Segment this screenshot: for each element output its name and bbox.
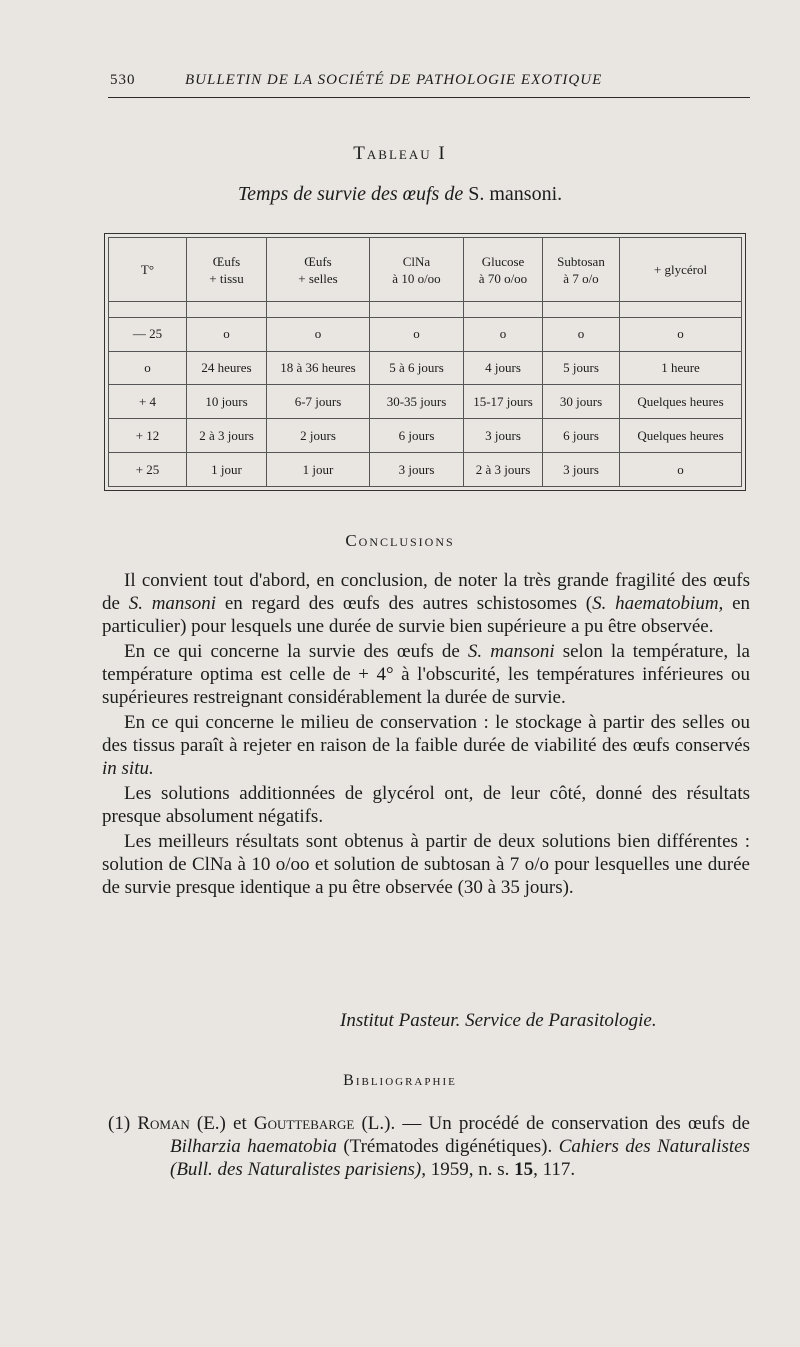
institution-signature: Institut Pasteur. Service de Parasitologie.: [340, 1010, 657, 1031]
paragraph: En ce qui concerne le milieu de conservation : le stockage à partir des selles ou des tissus paraît à rejeter en raison de la faible durée de viabilité des œufs conservés in situ.: [102, 712, 750, 779]
table-header-row: [109, 238, 742, 302]
table-cell: 2 à 3 jours: [464, 453, 543, 487]
table-cell: 1 jour: [267, 453, 370, 487]
table-cell: 6 jours: [370, 419, 464, 453]
table-cell: o: [187, 317, 267, 351]
table-cell: o: [620, 453, 742, 487]
table-cell: o: [267, 317, 370, 351]
table-cell: o: [543, 317, 620, 351]
table-row: [109, 453, 742, 487]
header-eggs-stool: Œufs + selles: [267, 238, 370, 302]
journal-title: BULLETIN DE LA SOCIÉTÉ DE PATHOLOGIE EXOTIQUE: [185, 72, 603, 88]
caption-species: S. mansoni.: [468, 183, 563, 205]
table-cell: 5 jours: [543, 351, 620, 385]
table-cell: 30 jours: [543, 385, 620, 419]
table-cell: 1 heure: [620, 351, 742, 385]
page-number: 530: [110, 72, 136, 88]
table-cell: 2 jours: [267, 419, 370, 453]
table-cell: 30-35 jours: [370, 385, 464, 419]
header-eggs-tissue: Œufs + tissu: [187, 238, 267, 302]
table-cell: o: [370, 317, 464, 351]
table-cell: 6-7 jours: [267, 385, 370, 419]
table-row: [109, 419, 742, 453]
table-cell: o: [464, 317, 543, 351]
table-row: [109, 385, 742, 419]
table-row: [109, 351, 742, 385]
table-cell: 18 à 36 heures: [267, 351, 370, 385]
table-cell: 3 jours: [543, 453, 620, 487]
table-cell: o: [109, 351, 187, 385]
table-cell: 5 à 6 jours: [370, 351, 464, 385]
table-cell: 6 jours: [543, 419, 620, 453]
paragraph: Les solutions additionnées de glycérol ont, de leur côté, donné des résultats presque absolument négatifs.: [102, 783, 750, 827]
table-cell: 10 jours: [187, 385, 267, 419]
table-cell: + 25: [109, 453, 187, 487]
table-cell: 1 jour: [187, 453, 267, 487]
table-cell: o: [620, 317, 742, 351]
table-cell: 3 jours: [464, 419, 543, 453]
conclusions-body: [102, 569, 750, 901]
table-cell: 4 jours: [464, 351, 543, 385]
bibliography: [108, 1112, 750, 1181]
caption-prefix: Temps de survie des œufs de: [237, 183, 464, 205]
table-cell: — 25: [109, 317, 187, 351]
table-title: Tableau I: [353, 143, 447, 164]
table-cell: 2 à 3 jours: [187, 419, 267, 453]
header-subtosan: Subtosan à 7 o/o: [543, 238, 620, 302]
survival-table: [108, 237, 742, 487]
table-cell: Quelques heures: [620, 419, 742, 453]
survival-table-frame: [104, 233, 746, 491]
header-clna: ClNa à 10 o/oo: [370, 238, 464, 302]
table-cell: 15-17 jours: [464, 385, 543, 419]
bibliography-entry: (1) Roman (E.) et Gouttebarge (L.). — Un procédé de conservation des œufs de Bilharzia haematobia (Trématodes digénétiques). Cahiers des Naturalistes (Bull. des Naturalistes parisiens), 1959, n. s. 15, 117.: [108, 1113, 750, 1180]
conclusions-heading: Conclusions: [345, 531, 455, 550]
header-glycerol: + glycérol: [620, 238, 742, 302]
table-cell: 24 heures: [187, 351, 267, 385]
paragraph: Les meilleurs résultats sont obtenus à partir de deux solutions bien différentes : solution de ClNa à 10 o/oo et solution de subtosan à 7 o/o pour lesquelles une durée de survie presque identique a pu être observée (30 à 35 jours).: [102, 831, 750, 898]
table-cell: 3 jours: [370, 453, 464, 487]
header-temperature: T°: [109, 238, 187, 302]
table-row: [109, 317, 742, 351]
paragraph: Il convient tout d'abord, en conclusion, de noter la très grande fragilité des œufs de S. mansoni en regard des œufs des autres schistosomes (S. haematobium, en particulier) pour lesquels une durée de survie bien supérieure a pu être observée.: [102, 570, 750, 637]
table-caption: [0, 183, 800, 206]
header-rule: [108, 97, 750, 98]
table-cell: + 12: [109, 419, 187, 453]
table-spacer-row: [109, 302, 742, 318]
header-glucose: Glucose à 70 o/oo: [464, 238, 543, 302]
bibliography-heading: Bibliographie: [343, 1072, 457, 1089]
table-cell: + 4: [109, 385, 187, 419]
paragraph: En ce qui concerne la survie des œufs de S. mansoni selon la température, la température optima est celle de + 4° à l'obscurité, les températures inférieures ou supérieures restreignant considérablement la durée de survie.: [102, 641, 750, 708]
table-cell: Quelques heures: [620, 385, 742, 419]
